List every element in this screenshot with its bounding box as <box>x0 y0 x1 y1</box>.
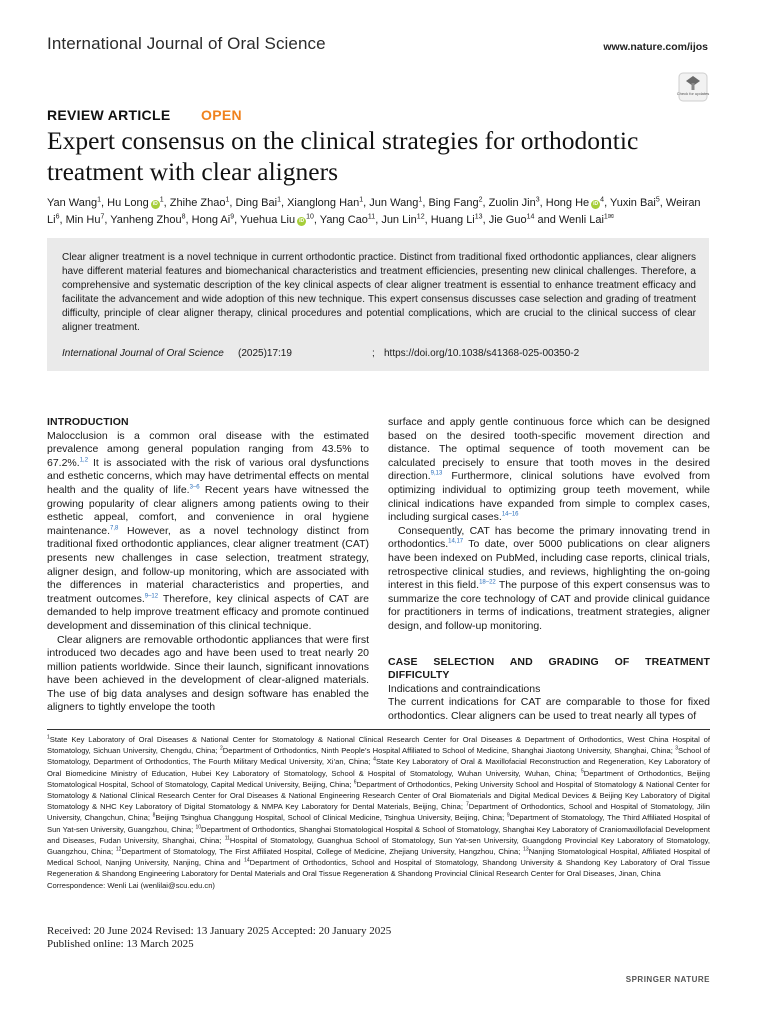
subsection-heading-indications: Indications and contraindications <box>388 682 541 695</box>
author-affiliation-ref: 11 <box>367 213 376 221</box>
citation-separator: ; <box>372 348 375 359</box>
citation-ref[interactable]: 14,17 <box>448 538 464 545</box>
author-affiliation-ref: 6 <box>55 213 60 221</box>
author-affiliation-ref: 2 <box>478 196 483 204</box>
article-title <box>47 125 737 187</box>
author-affiliation-ref: 1 <box>359 196 364 204</box>
footnote-divider <box>47 729 710 730</box>
affiliation-item: $^2$Department of Orthodontics, Ninth People’s Hospital Affiliated to School of Medicine, Shanghai Jiaotong University, Shanghai, China; <box>219 745 676 756</box>
citation-doi-link[interactable]: https://doi.org/10.1038/s41368-025-00350-2 <box>384 348 580 359</box>
affiliation-item: $^4$State Key Laboratory of Oral & Maxillofacial Reconstruction and Regeneration, Key Laboratory of Oral Biomedicine Ministry of Education, Hubei Key Laboratory of Stomatology, School & Hospital of Stomatology, Wuhan University, Wuhan, China; <box>47 756 710 778</box>
affiliation-item: $^9$Department of Stomatology, The Third Affiliated Hospital of Sun Yat-sen University, Guangzhou, China; <box>47 812 710 834</box>
correspondence-note: Correspondence: Wenli Lai (wenlilai@scu.edu.cn) <box>47 880 215 890</box>
published-online-date: Published online: 13 March 2025 <box>47 938 194 950</box>
affiliation-list <box>47 735 710 878</box>
author-name[interactable]: Bing Fang$^2$ <box>428 196 483 209</box>
author-affiliation-ref: 1 <box>603 213 608 221</box>
author-name[interactable]: Xianglong Han$^1$ <box>287 196 364 209</box>
affiliation-item: $^{14}$Department of Orthodontics, School and Hospital of Stomatology, Shandong University & Shandong Key Laboratory of Oral Tissue Regeneration & Shandong Engineering Laboratory for Dental Materials and Oral Tissue Regeneration & Shandong Provincial Clinical Research Center for Oral Diseases, Jinan, China <box>47 857 710 879</box>
author-name[interactable]: Yan Wang$^1$ <box>47 196 102 209</box>
author-affiliation-ref: 1 <box>97 196 102 204</box>
orcid-icon[interactable]: iD <box>152 201 158 207</box>
affiliation-item: $^6$Department of Orthodontics, Peking University School and Hospital of Stomatology & National Center for Stomatology & National Clinical Research Center for Oral Diseases & National Engineering Research Center of Oral Biomaterials and Digital Medical Devices & Beijing Key Laboratory of Digital Stomatology & NHC Key Laboratory of Digital Stomatology & NMPA Key Laboratory for Dental Materials, Beijing, China; <box>47 779 710 812</box>
journal-url-link[interactable]: www.nature.com/ijos <box>603 41 708 53</box>
author-name[interactable]: Huang Li$^{13}$ <box>430 213 483 226</box>
paragraph-5: The current indications for CAT are comparable to those for fixed orthodontics. Clear aligners can be used to treat nearly all types of <box>388 696 710 722</box>
orcid-icon[interactable]: iD <box>299 218 305 224</box>
article-type-label: REVIEW ARTICLE <box>47 107 171 123</box>
author-name[interactable]: Hong Ai$^9$ <box>191 213 235 226</box>
paragraph-2: Clear aligners are removable orthodontic appliances that were first introduced two decades ago and have been used to treat nearly 20 million patients worldwide. Since their launch, significant innovations have been achieved in the development of clear-aligned materials. The use of big data analyses and design software has enabled the aligners to tightly envelope the tooth <box>47 633 369 714</box>
author-name[interactable]: Yang Cao$^{11}$ <box>319 213 376 226</box>
affiliation-item: $^{11}$Hospital of Stomatology, Guanghua School of Stomatology, Sun Yat-sen University, Guangdong Provincial Key Laboratory of Stomatology, Guangzhou, China; <box>47 835 711 857</box>
citation-ref[interactable]: 9,13 <box>430 470 443 477</box>
citation-ref[interactable]: 18–22 <box>479 579 496 586</box>
paragraph-3: surface and apply gentle continuous force which can be designed based on the desired tooth-specific movement direction and distance. The optimal sequence of tooth movement can be calculated precisely to ensure that tooth moves in the desired direction.$^{9,13}$ Furthermore, clinical solutions have evolved from optimizing individual to optimizing group teeth movement, while clinical indications have expanded from simple to complex cases, including surgical cases.$^{14-16}$ <box>388 416 710 524</box>
author-affiliation-ref: 7 <box>100 213 105 221</box>
author-affiliation-ref: 1 <box>225 196 230 204</box>
author-affiliation-ref: 1 <box>418 196 423 204</box>
citation-ref[interactable]: 9–12 <box>144 593 159 600</box>
author-affiliation-ref: 5 <box>655 196 660 204</box>
author-affiliation-ref: 3 <box>535 196 540 204</box>
author-name[interactable]: Zuolin Jin$^3$ <box>488 196 540 209</box>
author-name[interactable]: Min Hu$^7$ <box>65 213 105 226</box>
citation-ref[interactable]: 3–6 <box>189 484 200 491</box>
publication-dates <box>47 925 547 951</box>
correspondence-envelope-icon[interactable]: ✉ <box>607 213 614 221</box>
author-affiliation-ref: 1 <box>277 196 281 204</box>
affiliation-item: $^{12}$Department of Stomatology, The First Affiliated Hospital, College of Medicine, Zhejiang University, Hangzhou, China; <box>115 846 524 857</box>
article-title-line-2: treatment with clear aligners <box>47 157 338 186</box>
citation-volume: (2025)17:19 <box>238 348 292 359</box>
publisher-logo: SPRINGER NATURE <box>625 975 710 984</box>
author-affiliation-ref: 1 <box>159 196 164 204</box>
affiliation-item: $^7$Department of Orthodontics, School and Hospital of Stomatology, Jilin University, Changchun, China; <box>47 801 710 823</box>
author-affiliation-ref: 12 <box>416 213 425 221</box>
author-affiliation-ref: 14 <box>526 213 535 221</box>
author-name[interactable]: Yuehua Liu $iD^{10}$ <box>240 213 314 226</box>
journal-name: International Journal of Oral Science <box>47 34 326 53</box>
body-column-right <box>388 416 710 723</box>
citation-ref[interactable]: 7,8 <box>110 525 119 532</box>
author-name[interactable]: Yanheng Zhou$^8$ <box>110 213 186 226</box>
citation-journal: International Journal of Oral Science <box>62 348 224 359</box>
article-title-line-1: Expert consensus on the clinical strategies for orthodontic <box>47 126 639 155</box>
citation-ref[interactable]: 1,2 <box>79 457 89 464</box>
body-column-left <box>47 416 369 715</box>
author-name[interactable]: Yuxin Bai$^5$ <box>610 196 660 209</box>
affiliation-item: $^{10}$Department of Orthodontics, Shanghai Stomatological Hospital & School of Stomatology, Shanghai Key Laboratory of Craniomaxillofacial Development and Diseases, Fudan University, Shanghai, China; <box>47 824 710 845</box>
affiliation-item: $^{13}$Nanjing Stomatological Hospital, Affiliated Hospital of Medical School, Nanjing University, Nanjing, China and <box>47 846 710 868</box>
abstract-text: Clear aligner treatment is a novel technique in current orthodontic practice. Distinct from traditional fixed orthodontic appliances, clear aligners have different material features and biomechanical characteristics and treatment efficiencies, presenting new clinical challenges. Therefore, a comprehensive and systematic description of the key clinical aspects of clear aligner treatment is essential to enhance treatment efficacy and facilitate the advancement and wide adoption of this new technique. This expert consensus discusses case selection and grading of treatment difficulty, principle of clear aligner therapy, clinical procedures and potential complications, which are crucial to the clinical success of clear aligner treatment. <box>62 252 696 333</box>
author-name[interactable]: Jie Guo$^{14}$ <box>488 213 535 226</box>
citation-ref[interactable]: 14–16 <box>501 511 519 518</box>
author-name[interactable]: Wenli Lai$^{1✉}$ <box>558 213 614 226</box>
author-affiliation-ref: 8 <box>181 213 186 221</box>
affiliation-item: $^1$State Key Laboratory of Oral Diseases & National Center for Stomatology & National Clinical Research Center for Oral Diseases & Department of Orthodontics, West China Hospital of Stomatology, Sichuan University, Chengdu, China; <box>47 734 710 756</box>
received-revised-accepted-dates: Received: 20 June 2024 Revised: 13 January 2025 Accepted: 20 January 2025 <box>47 925 392 937</box>
paragraph-4: Consequently, CAT has become the primary innovating trend in orthodontics.$^{14,17}$ To date, over 5000 publications on clear aligners have been indexed on PubMed, including case reports, clinical trials, retrospective clinical studies, and reviews, highlighting the on-going interest in this field.$^{18-22}$ The purpose of this expert consensus was to summarize the core technology of CAT and provide clinical guidance for practitioners in terms of indications, treatment strategies, aligner design, and follow-up monitoring. <box>388 524 710 632</box>
open-access-badge: OPEN <box>201 107 242 123</box>
author-affiliation-ref: 13 <box>474 213 483 221</box>
paragraph-1: Malocclusion is a common oral disease with the estimated prevalence among general population ranging from 43.5% to 67.2%.$^{1,2}$ It is associated with the risk of various oral dysfunctions and esthetic concerns, which may have detrimental effects on mental health and the quality of life.$^{3-6}$ Recent years have witnessed the growing popularity of clear aligners among patients owing to their esthetic appeal, comfort, and convenience in oral hygiene maintenance.$^{7,8}$ However, as a novel technology distinct from traditional fixed orthodontic appliances, clear aligner treatment (CAT) presents new challenges in case selection, treatment strategy, aligner design, and follow-up monitoring, which are associated with the differences in material characteristics and properties, and treatment outcomes.$^{9-12}$ Therefore, key clinical aspects of CAT are demanded to help improve treatment efficacy and promote continued development and dissemination of this clinical technique. <box>47 429 369 632</box>
orcid-icon[interactable]: iD <box>593 201 599 207</box>
author-name[interactable]: Jun Lin$^{12}$ <box>381 213 425 226</box>
affiliation-item: $^8$Beijing Tsinghua Changgung Hospital, School of Clinical Medicine, Tsinghua University, Beijing, China; <box>152 812 507 823</box>
author-list: Yan Wang$^1$, Hu Long $iD^1$, Zhihe Zhao$^1$, Ding Bai$^1$, Xianglong Han$^1$, Jun Wang$^1$, Bing Fang$^2$, Zuolin Jin$^3$, Hong He $iD^4$, Yuxin Bai$^5$, Weiran Li$^6$, Min Hu$^7$, Yanheng Zhou$^8$, Hong Ai$^9$, Yuehua Liu $iD^{10}$, Yang Cao$^{11}$, Jun Lin$^{12}$, Huang Li$^{13}$, Jie Guo$^{14}$ and Wenli Lai$^{1✉}$ <box>47 196 701 226</box>
author-name[interactable]: Hu Long $iD^1$ <box>107 196 164 209</box>
author-name[interactable]: Weiran Li$^6$ <box>47 197 701 226</box>
author-name[interactable]: Zhihe Zhao$^1$ <box>169 196 230 209</box>
author-affiliation-ref: 4 <box>600 196 605 204</box>
section-heading-introduction: INTRODUCTION <box>47 416 129 428</box>
check-for-updates-label: Check for updates <box>676 91 710 96</box>
affiliations-footnote <box>47 734 710 891</box>
author-name[interactable]: Hong He $iD^4$ <box>545 196 605 209</box>
check-for-updates-icon[interactable] <box>678 72 708 102</box>
author-name[interactable]: Jun Wang$^1$ <box>369 196 423 209</box>
affiliation-item: $^3$School of Stomatology, Department of Orthodontics, The Fourth Military Medical University, Xi’an, China; <box>47 745 710 767</box>
affiliation-item: $^5$Department of Orthodontics, Beijing Stomatological Hospital, School of Stomatology, Capital Medical University, Beijing, China; <box>47 768 710 789</box>
author-affiliation-ref: 10 <box>306 213 314 221</box>
author-name[interactable]: Ding Bai$^1$ <box>235 196 281 209</box>
section-heading-case-selection: CASE SELECTION AND GRADING OF TREATMENT DIFFICULTY <box>388 655 710 682</box>
author-affiliation-ref: 9 <box>230 213 235 221</box>
